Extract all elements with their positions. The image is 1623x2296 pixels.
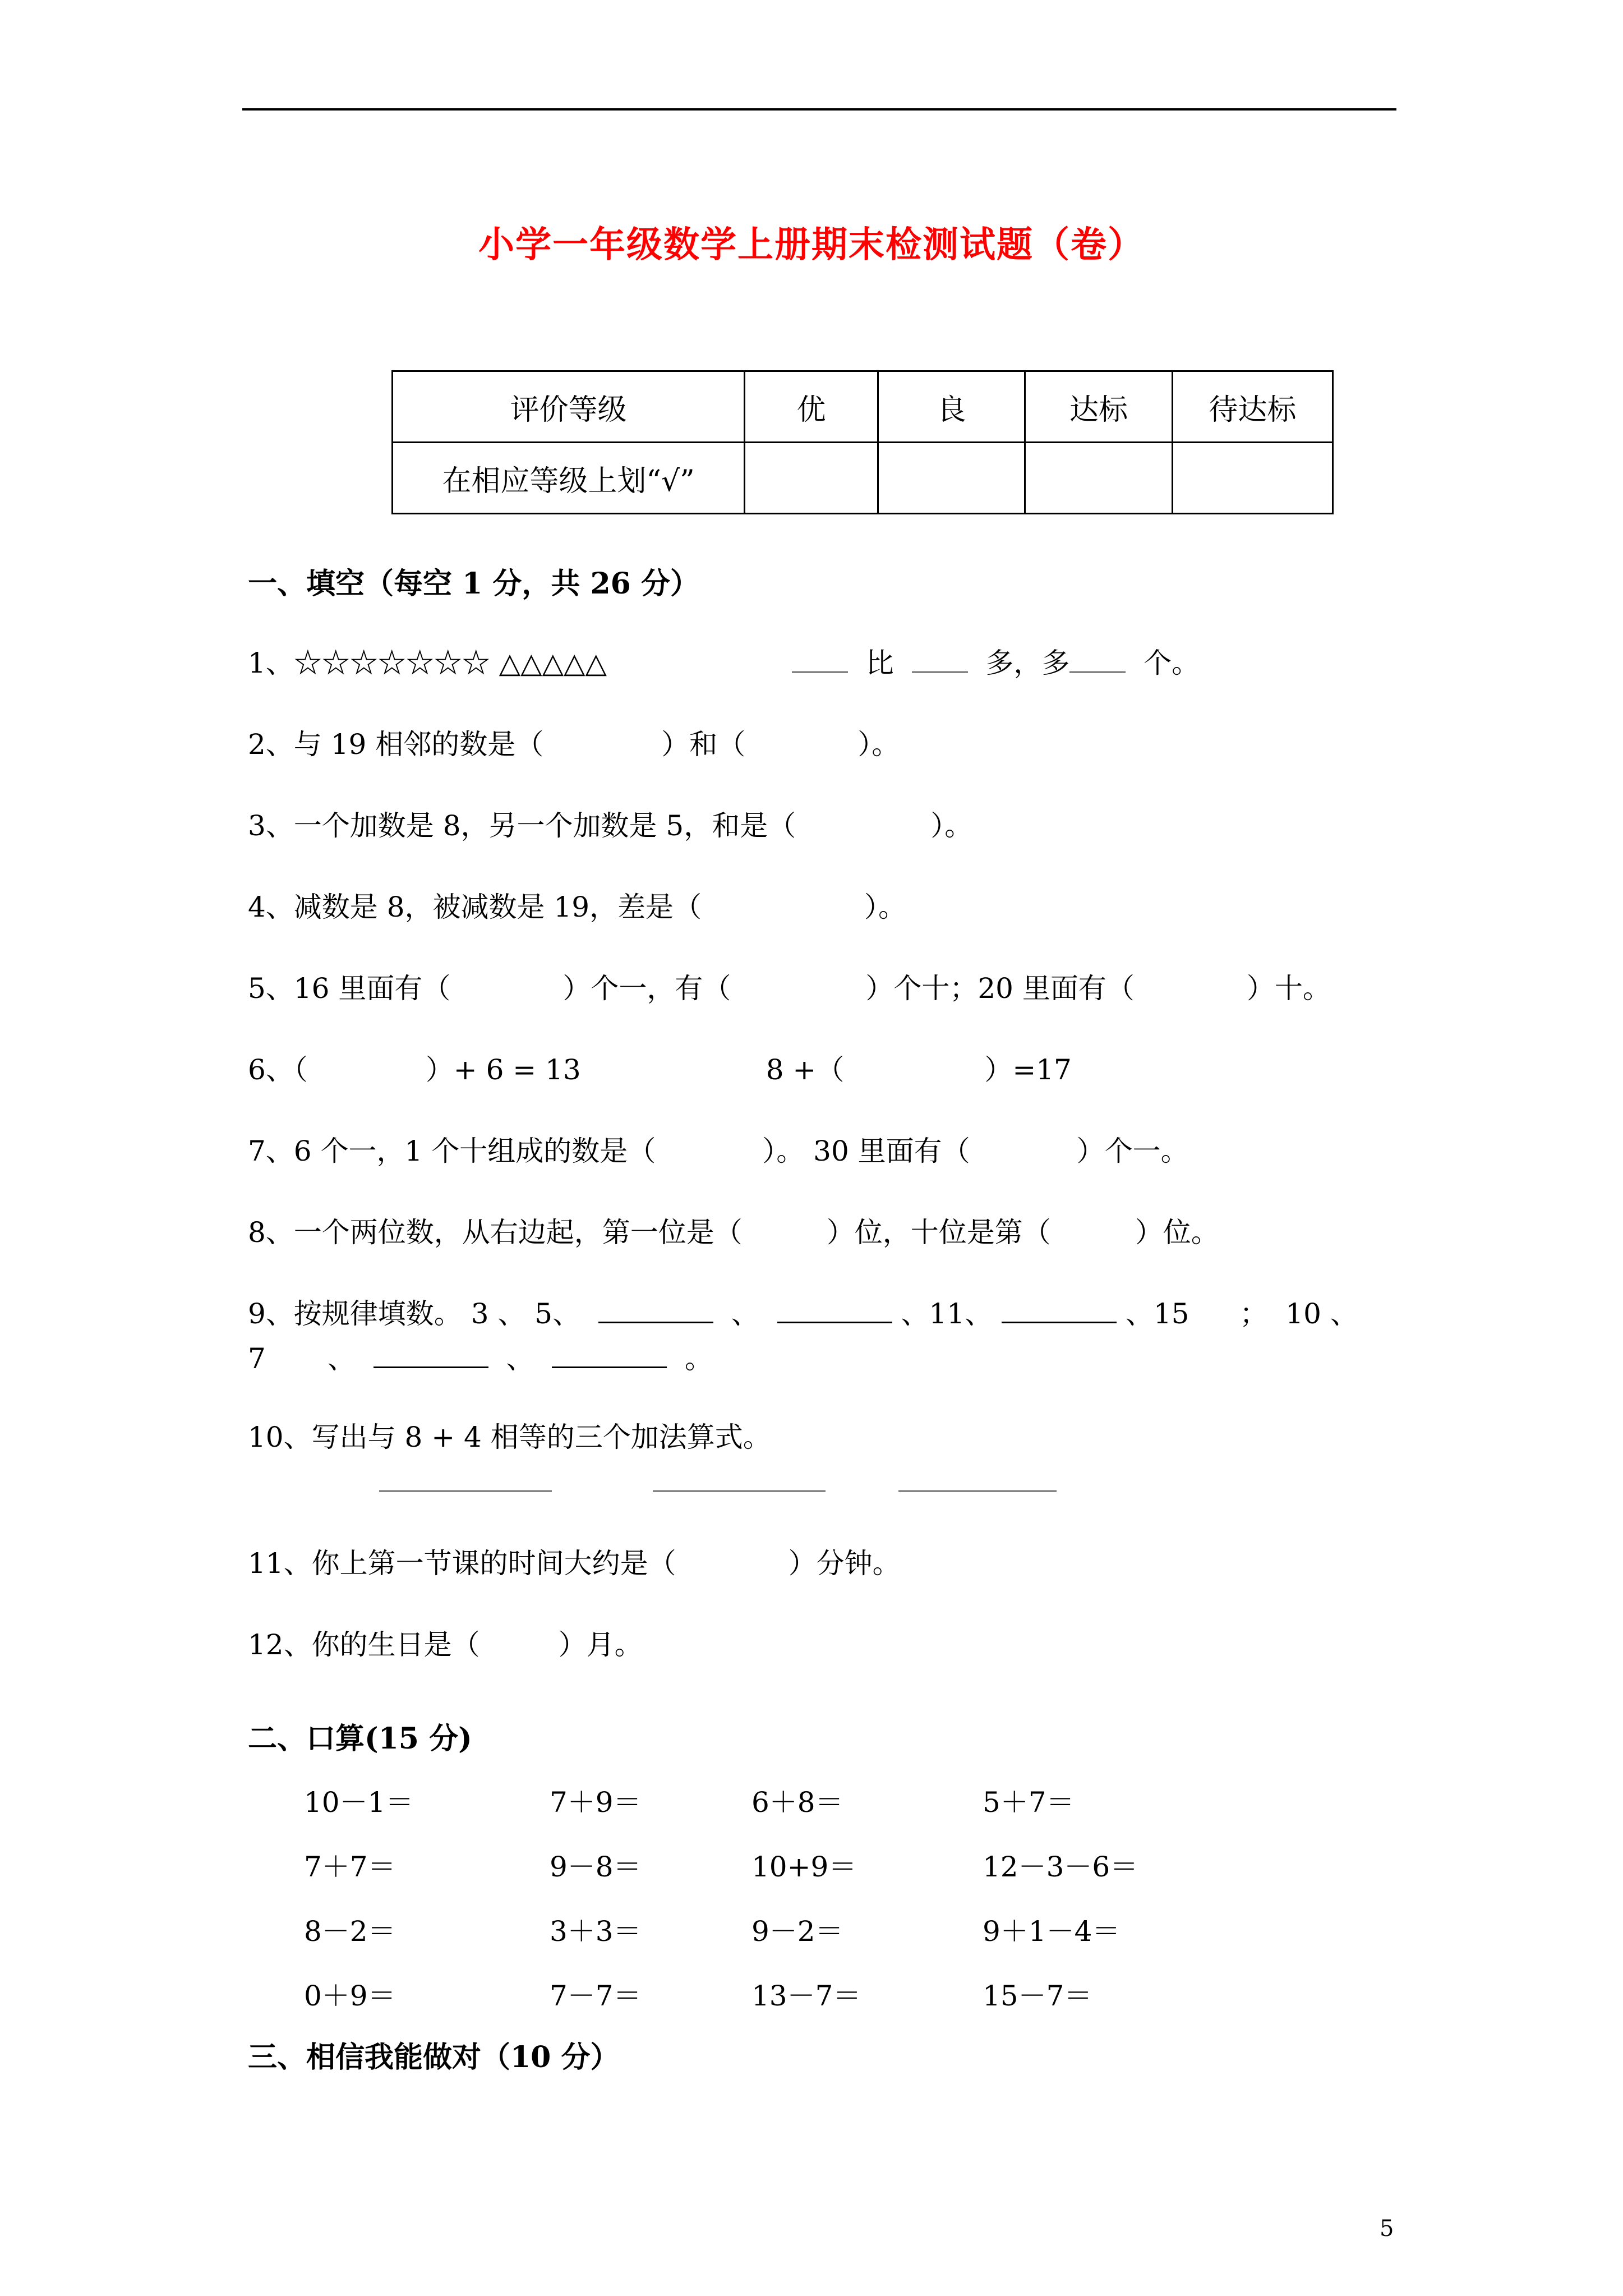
question-text: 12、你的生日是（ xyxy=(248,1628,480,1661)
question-text: ）位。 xyxy=(1135,1216,1219,1249)
grade-table xyxy=(391,370,1334,514)
question-text: 8 +（ xyxy=(766,1053,845,1086)
grade-header-cell: 达标 xyxy=(1025,371,1172,443)
section-heading-do-it-right: 三、相信我能做对（10 分） xyxy=(248,2040,620,2074)
page-number: 5 xyxy=(1380,2216,1394,2242)
question-text: 、 xyxy=(506,1342,534,1375)
calc-item: 15－7＝ xyxy=(983,1980,1092,2012)
question-text: ）+ 6 = 13 xyxy=(425,1053,581,1086)
answer-blank[interactable] xyxy=(1069,647,1126,673)
question-text: ）。 xyxy=(857,728,900,761)
page-title: 小学一年级数学上册期末检测试题（卷） xyxy=(478,224,1145,266)
question-text: 3、一个加数是 8，另一个加数是 5，和是（ xyxy=(248,809,796,842)
question-text: 、 xyxy=(731,1297,759,1330)
answer-blank[interactable] xyxy=(374,1342,488,1368)
question-text: 。 xyxy=(685,1342,713,1375)
answer-blank[interactable] xyxy=(912,647,968,673)
calc-item: 13－7＝ xyxy=(751,1980,861,2012)
calc-item: 10－1＝ xyxy=(304,1786,414,1819)
section-heading-mental-math: 二、口算(15 分) xyxy=(248,1722,472,1756)
header-rule xyxy=(242,108,1396,111)
question-text: 2、与 19 相邻的数是（ xyxy=(248,728,544,761)
question-text: 5、16 里面有（ xyxy=(248,972,451,1005)
calc-item: 3＋3＝ xyxy=(550,1915,642,1948)
calc-item: 7－7＝ xyxy=(550,1980,642,2012)
calc-item: 7＋7＝ xyxy=(304,1851,396,1883)
grade-mark-cell[interactable] xyxy=(878,443,1025,514)
question-4 xyxy=(248,889,906,925)
calc-item: 9－2＝ xyxy=(751,1915,843,1948)
question-number: 1、 xyxy=(248,647,294,679)
calc-item: 6＋8＝ xyxy=(751,1786,843,1819)
question-9-line-1 xyxy=(248,1296,1358,1332)
question-text: ； 10 、 xyxy=(1239,1297,1358,1330)
question-text: ）十。 xyxy=(1246,972,1331,1005)
question-text: ）。 30 里面有（ xyxy=(762,1135,970,1167)
question-text: ）分钟。 xyxy=(788,1547,901,1580)
answer-blank[interactable] xyxy=(379,1466,552,1492)
question-text: 比 xyxy=(865,647,894,679)
answer-blank[interactable] xyxy=(1002,1297,1117,1323)
calc-item: 9－8＝ xyxy=(550,1851,642,1883)
calc-item: 8－2＝ xyxy=(304,1915,396,1948)
calc-item: 9＋1－4＝ xyxy=(983,1915,1121,1948)
grade-mark-cell[interactable] xyxy=(1025,443,1172,514)
question-3 xyxy=(248,808,972,844)
answer-blank[interactable] xyxy=(552,1342,667,1368)
grade-mark-cell[interactable] xyxy=(1172,443,1332,514)
calc-item: 10+9＝ xyxy=(751,1851,857,1883)
question-text: ）个一。 xyxy=(1076,1135,1189,1167)
answer-blank[interactable] xyxy=(898,1466,1057,1492)
shape-sequence: ☆☆☆☆☆☆☆ △△△△△ xyxy=(293,647,607,679)
question-5 xyxy=(248,970,1331,1006)
question-9-line-2 xyxy=(248,1341,713,1377)
calc-item: 0＋9＝ xyxy=(304,1980,396,2012)
grade-table-mark-row xyxy=(393,443,1333,514)
question-7 xyxy=(248,1133,1189,1169)
answer-blank[interactable] xyxy=(598,1297,713,1323)
question-6 xyxy=(248,1052,1072,1088)
question-text: 10、写出与 8 + 4 相等的三个加法算式。 xyxy=(248,1421,771,1453)
grade-header-cell: 待达标 xyxy=(1172,371,1332,443)
question-2 xyxy=(248,726,900,762)
calc-item: 5＋7＝ xyxy=(983,1786,1075,1819)
question-text: 、15 xyxy=(1125,1297,1189,1330)
question-text: 多，多 xyxy=(985,647,1070,679)
question-text: 、 xyxy=(327,1342,356,1375)
question-10 xyxy=(248,1419,771,1455)
question-text: ）月。 xyxy=(558,1628,643,1661)
question-text: 6、（ xyxy=(248,1053,308,1086)
question-text: 、11、 xyxy=(901,1297,993,1330)
question-1 xyxy=(248,645,1200,681)
answer-blank[interactable] xyxy=(653,1466,826,1492)
answer-blank[interactable] xyxy=(792,647,848,673)
grade-header-cell: 良 xyxy=(878,371,1025,443)
grade-table-header-row xyxy=(393,371,1333,443)
question-text: ）。 xyxy=(930,809,973,842)
question-8 xyxy=(248,1214,1219,1250)
grade-header-cell: 优 xyxy=(745,371,878,443)
question-text: 11、你上第一节课的时间大约是（ xyxy=(248,1547,676,1580)
question-10-blanks xyxy=(379,1464,1057,1500)
question-text: ）=17 xyxy=(984,1053,1072,1086)
grade-mark-label: 在相应等级上划“√” xyxy=(393,443,745,514)
question-11 xyxy=(248,1545,901,1581)
question-text: 8、一个两位数，从右边起，第一位是（ xyxy=(248,1216,743,1249)
question-text: ）个十；20 里面有（ xyxy=(865,972,1135,1005)
question-text: ）。 xyxy=(864,891,907,923)
question-text: 7 xyxy=(248,1342,266,1375)
question-text: ）个一，有（ xyxy=(562,972,731,1005)
grade-header-cell: 评价等级 xyxy=(393,371,745,443)
answer-blank[interactable] xyxy=(777,1297,892,1323)
grade-mark-cell[interactable] xyxy=(745,443,878,514)
question-text: 9、按规律填数。 3 、 5、 xyxy=(248,1297,581,1330)
calc-item: 12－3－6＝ xyxy=(983,1851,1138,1883)
question-text: 个。 xyxy=(1144,647,1200,679)
question-text: ）和（ xyxy=(661,728,746,761)
calc-item: 7＋9＝ xyxy=(550,1786,642,1819)
question-text: 4、减数是 8，被减数是 19，差是（ xyxy=(248,891,702,923)
question-text: 7、6 个一，1 个十组成的数是（ xyxy=(248,1135,656,1167)
question-text: ）位，十位是第（ xyxy=(826,1216,1051,1249)
section-heading-fill-in: 一、填空（每空 1 分，共 26 分） xyxy=(248,567,699,601)
question-12 xyxy=(248,1627,643,1663)
